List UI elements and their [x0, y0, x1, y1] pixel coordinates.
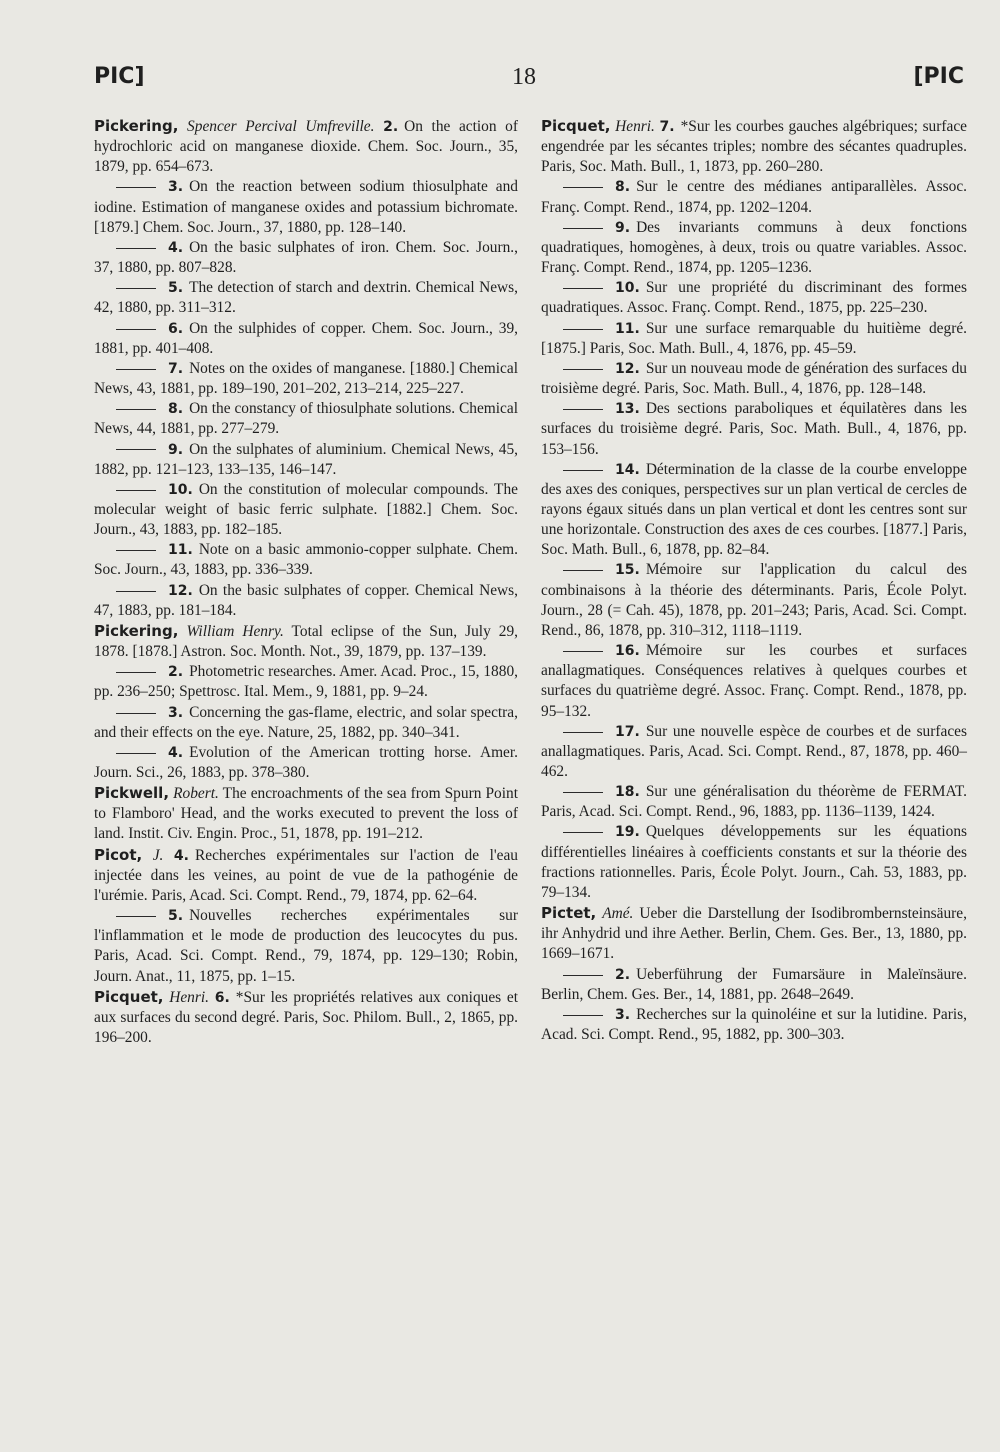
author-name: Pickwell, — [94, 784, 170, 803]
ditto-dash — [563, 732, 603, 733]
ditto-dash — [563, 369, 603, 370]
entry-text: Concerning the gas-flame, electric, and solar spectra, and their effects on the eye. Nature, 25, 1882, pp. 340–341. — [94, 703, 518, 741]
sub-entry — [541, 399, 967, 459]
ditto-dash — [116, 288, 156, 289]
entry-text: On the sulphides of copper. Chem. Soc. Journ., 39, 1881, pp. 401–408. — [94, 319, 518, 357]
entry-text: Ueber die Darstellung der Isodibrombernsteinsäure, ihr Anhydrid und ihre Aether. Berlin, Chem. Ges. Ber., 13, 1880, pp. 1669–1671. — [541, 905, 967, 963]
entry-number: 6. — [168, 320, 184, 337]
entry-text: Total eclipse of the Sun, July 29, 1878. [1878.] Astron. Soc. Month. Not., 39, 1879, pp. 137–139. — [94, 622, 518, 661]
entry-number: 15. — [615, 562, 640, 579]
entry-number: 9. — [615, 219, 631, 236]
entry-text: Sur une surface remarquable du huitième degré. [1875.] Paris, Soc. Math. Bull., 4, 1876, pp. 45–59. — [541, 319, 967, 357]
ditto-dash — [116, 916, 156, 917]
sub-entry — [541, 641, 967, 722]
sub-entry — [94, 703, 518, 743]
sub-entry — [541, 177, 967, 217]
entry-text: On the reaction between sodium thiosulphate and iodine. Estimation of manganese oxides and potassium bichromate. [1879.] Chem. Soc. Journ., 37, 1880, pp. 128–140. — [94, 178, 518, 236]
author-given-name: Spencer Percival Umfreville. — [187, 118, 375, 135]
entry-number: 3. — [168, 704, 184, 721]
author-name: Picquet, — [94, 987, 164, 1006]
sub-entry — [94, 540, 518, 580]
entry-number: 4. — [173, 847, 189, 864]
entry-number: 10. — [615, 280, 640, 297]
sub-entry — [541, 460, 967, 561]
sub-entry — [541, 319, 967, 359]
page-number: 18 — [512, 64, 536, 90]
entry-text: Photometric researches. Amer. Acad. Proc., 15, 1880, pp. 236–250; Spettrosc. Ital. Mem., 9, 1881, pp. 9–24. — [94, 663, 518, 701]
ditto-dash — [116, 187, 156, 188]
entry-number: 12. — [168, 582, 193, 599]
entry-text: Recherches sur la quinoléine et sur la lutidine. Paris, Acad. Sci. Compt. Rend., 95, 1882, pp. 300–303. — [541, 1005, 967, 1044]
entry-text: On the action of hydrochloric acid on manganese dioxide. Chem. Soc. Journ., 35, 1879, pp. 654–673. — [94, 118, 518, 176]
author-name: Pickering, — [94, 117, 179, 135]
entry-number: 10. — [168, 481, 193, 498]
left-column — [94, 116, 518, 1048]
entry-number: 14. — [615, 461, 640, 478]
entry-number: 6. — [214, 989, 230, 1006]
entry-text: On the sulphates of aluminium. Chemical News, 45, 1882, pp. 121–123, 133–135, 146–147. — [94, 440, 518, 478]
author-entry — [94, 783, 518, 844]
entry-text: The encroachments of the sea from Spurn Point to Flamboro' Head, and the works executed to prevent the loss of land. Instit. Civ. Engin. Proc., 51, 1878, pp. 191–212. — [94, 785, 518, 843]
sub-entry — [94, 238, 518, 278]
sub-entry — [94, 399, 518, 439]
entry-text: Des sections paraboliques et équilatères dans les surfaces du troisième degré. Paris, Soc. Math. Bull., 4, 1876, pp. 153–156. — [541, 400, 967, 458]
author-name: Pictet, — [541, 904, 597, 923]
sub-entry — [541, 1005, 967, 1045]
ditto-dash — [563, 329, 603, 330]
sub-entry — [541, 782, 967, 822]
entry-number: 11. — [168, 542, 193, 559]
author-entry — [541, 903, 967, 964]
author-name: Picquet, — [541, 117, 611, 135]
entry-number: 8. — [615, 179, 631, 196]
author-entry — [94, 845, 518, 906]
entry-number: 4. — [168, 744, 184, 761]
author-given-name: William Henry. — [186, 622, 284, 640]
entry-text: Détermination de la classe de la courbe enveloppe des axes des coniques, perspectives sur un plan vertical de cercles de rayons égaux situés dans un plan vertical et dont les centres sont sur une horizontale. Construction des axes de ces courbes. [1877.] Paris, Soc. Math. Bull., 6, 1878, pp. 82–84. — [541, 460, 967, 559]
author-given-name: J. — [152, 846, 164, 864]
entry-text: Sur un nouveau mode de génération des surfaces du troisième degré. Paris, Soc. Math. Bull., 4, 1876, pp. 128–148. — [541, 359, 967, 398]
sub-entry — [94, 480, 518, 540]
author-entry — [541, 116, 967, 177]
ditto-dash — [116, 369, 156, 370]
sub-entry — [94, 581, 518, 621]
ditto-dash — [563, 409, 603, 410]
entry-text: *Sur les propriétés relatives aux coniques et aux surfaces du second degré. Paris, Soc. Philom. Bull., 2, 1865, pp. 196–200. — [94, 988, 519, 1047]
entry-number: 2. — [168, 664, 184, 681]
ditto-dash — [563, 470, 603, 471]
entry-text: On the basic sulphates of copper. Chemical News, 47, 1883, pp. 181–184. — [94, 581, 518, 619]
entry-number: 7. — [659, 119, 675, 135]
entry-text: Nouvelles recherches expérimentales sur l'inflammation et le mode de production des leucocytes du pus. Paris, Acad. Sci. Compt. Rend., 79, 1874, pp. 129–130; Robin, Journ. Anat., 11, 1875, pp. 1–15. — [94, 907, 518, 985]
right-column — [541, 116, 967, 1045]
entry-text: The detection of starch and dextrin. Chemical News, 42, 1880, pp. 311–312. — [94, 279, 518, 317]
entry-number: 2. — [383, 119, 399, 135]
entry-number: 12. — [615, 360, 640, 377]
author-entry — [94, 621, 518, 662]
author-given-name: Robert. — [173, 785, 219, 803]
sub-entry — [94, 359, 518, 399]
sub-entry — [94, 278, 518, 318]
entry-text: On the constancy of thiosulphate solutions. Chemical News, 44, 1881, pp. 277–279. — [94, 400, 518, 438]
ditto-dash — [563, 187, 603, 188]
entry-text: Des invariants communs à deux fonctions quadratiques, homogènes, à deux, trois ou quatre variables. Assoc. Franç. Compt. Rend., 1874, pp. 1205–1236. — [541, 218, 967, 277]
ditto-dash — [563, 288, 603, 289]
author-entry — [94, 116, 518, 177]
author-given-name: Henri. — [615, 118, 655, 135]
sub-entry — [94, 743, 518, 783]
ditto-dash — [116, 713, 156, 714]
entry-text: Recherches expérimentales sur l'action de l'eau injectée dans les veines, au point de vue de la pathogénie de l'urémie. Paris, Acad. Sci. Compt. Rend., 79, 1874, pp. 62–64. — [94, 846, 518, 904]
author-entry — [94, 987, 518, 1048]
entry-number: 2. — [615, 966, 631, 983]
ditto-dash — [116, 591, 156, 592]
running-header-left: PIC] — [94, 64, 145, 89]
ditto-dash — [563, 832, 603, 833]
ditto-dash — [116, 248, 156, 249]
entry-number: 5. — [168, 908, 184, 925]
sub-entry — [541, 359, 967, 399]
entry-text: Evolution of the American trotting horse. Amer. Journ. Sci., 26, 1883, pp. 378–380. — [94, 743, 518, 781]
sub-entry — [541, 965, 967, 1005]
entry-number: 19. — [615, 824, 640, 841]
ditto-dash — [116, 753, 156, 754]
sub-entry — [541, 722, 967, 782]
sub-entry — [94, 906, 518, 987]
entry-text: Notes on the oxides of manganese. [1880.] Chemical News, 43, 1881, pp. 189–190, 201–202, 213–214, 225–227. — [94, 359, 518, 398]
entry-number: 9. — [168, 441, 184, 458]
sub-entry — [94, 177, 518, 237]
entry-text: Sur une propriété du discriminant des formes quadratiques. Assoc. Franç. Compt. Rend., 1875, pp. 225–230. — [541, 279, 967, 317]
entry-text: *Sur les courbes gauches algébriques; surface engendrée par les sécantes triples; nombre des sécantes quadruples. Paris, Soc. Math. Bull., 1, 1873, pp. 260–280. — [541, 118, 967, 176]
entry-number: 17. — [615, 723, 640, 740]
entry-number: 16. — [615, 643, 640, 660]
entry-number: 4. — [168, 239, 184, 256]
sub-entry — [541, 218, 967, 278]
entry-number: 18. — [615, 784, 640, 801]
entry-text: Sur une généralisation du théorème de FERMAT. Paris, Acad. Sci. Compt. Rend., 96, 1883, pp. 1136–1139, 1424. — [541, 783, 967, 821]
author-given-name: Amé. — [602, 905, 634, 923]
entry-number: 11. — [615, 320, 640, 337]
ditto-dash — [116, 409, 156, 410]
sub-entry — [94, 440, 518, 480]
entry-number: 13. — [615, 401, 640, 418]
author-given-name: Henri. — [169, 988, 209, 1006]
entry-text: On the basic sulphates of iron. Chem. Soc. Journ., 37, 1880, pp. 807–828. — [94, 238, 518, 277]
sub-entry — [541, 560, 967, 641]
ditto-dash — [116, 449, 156, 450]
running-header-right: [PIC — [913, 64, 964, 89]
entry-number: 5. — [168, 280, 184, 297]
entry-number: 3. — [615, 1006, 631, 1023]
ditto-dash — [563, 570, 603, 571]
entry-text: Ueberführung der Fumarsäure in Maleïnsäure. Berlin, Chem. Ges. Ber., 14, 1881, pp. 2648–2649. — [541, 965, 967, 1003]
entry-text: Sur le centre des médianes antiparallèles. Assoc. Franç. Compt. Rend., 1874, pp. 1202–1204. — [541, 178, 967, 216]
sub-entry — [94, 662, 518, 702]
entry-text: Mémoire sur l'application du calcul des combinaisons à la théorie des déterminants. Paris, École Polyt. Journ., 28 (= Cah. 45), 1878, pp. 201–243; Paris, Acad. Sci. Compt. Rend., 86, 1878, pp. 310–312, 1118–1119. — [541, 561, 967, 639]
sub-entry — [541, 278, 967, 318]
ditto-dash — [116, 329, 156, 330]
ditto-dash — [563, 975, 603, 976]
sub-entry — [541, 822, 967, 903]
ditto-dash — [563, 651, 603, 652]
entry-number: 7. — [168, 360, 184, 377]
ditto-dash — [116, 490, 156, 491]
entry-text: Sur une nouvelle espèce de courbes et de surfaces anallagmatiques. Paris, Acad. Sci. Compt. Rend., 87, 1878, pp. 460–462. — [541, 722, 967, 780]
ditto-dash — [116, 550, 156, 551]
entry-text: Mémoire sur les courbes et surfaces anallagmatiques. Conséquences relatives à quelques courbes et surfaces du quatrième degré. Assoc. Franç. Compt. Rend., 1878, pp. 95–132. — [541, 642, 967, 720]
author-name: Picot, — [94, 845, 143, 864]
author-name: Pickering, — [94, 621, 179, 640]
ditto-dash — [563, 228, 603, 229]
sub-entry — [94, 319, 518, 359]
ditto-dash — [563, 792, 603, 793]
entry-text: Quelques développements sur les équations différentielles linéaires à coefficients constants et sur la théorie des fractions rationnelles. Paris, École Polyt. Journ., Cah. 53, 1883, pp. 79–134. — [541, 823, 967, 901]
entry-number: 3. — [168, 179, 184, 196]
entry-number: 8. — [168, 401, 184, 418]
entry-text: On the constitution of molecular compounds. The molecular weight of basic ferric sulphate. [1882.] Chem. Soc. Journ., 43, 1883, pp. 182–185. — [94, 480, 518, 539]
ditto-dash — [116, 672, 156, 673]
ditto-dash — [563, 1015, 603, 1016]
entry-text: Note on a basic ammonio-copper sulphate. Chem. Soc. Journ., 43, 1883, pp. 336–339. — [94, 541, 518, 579]
